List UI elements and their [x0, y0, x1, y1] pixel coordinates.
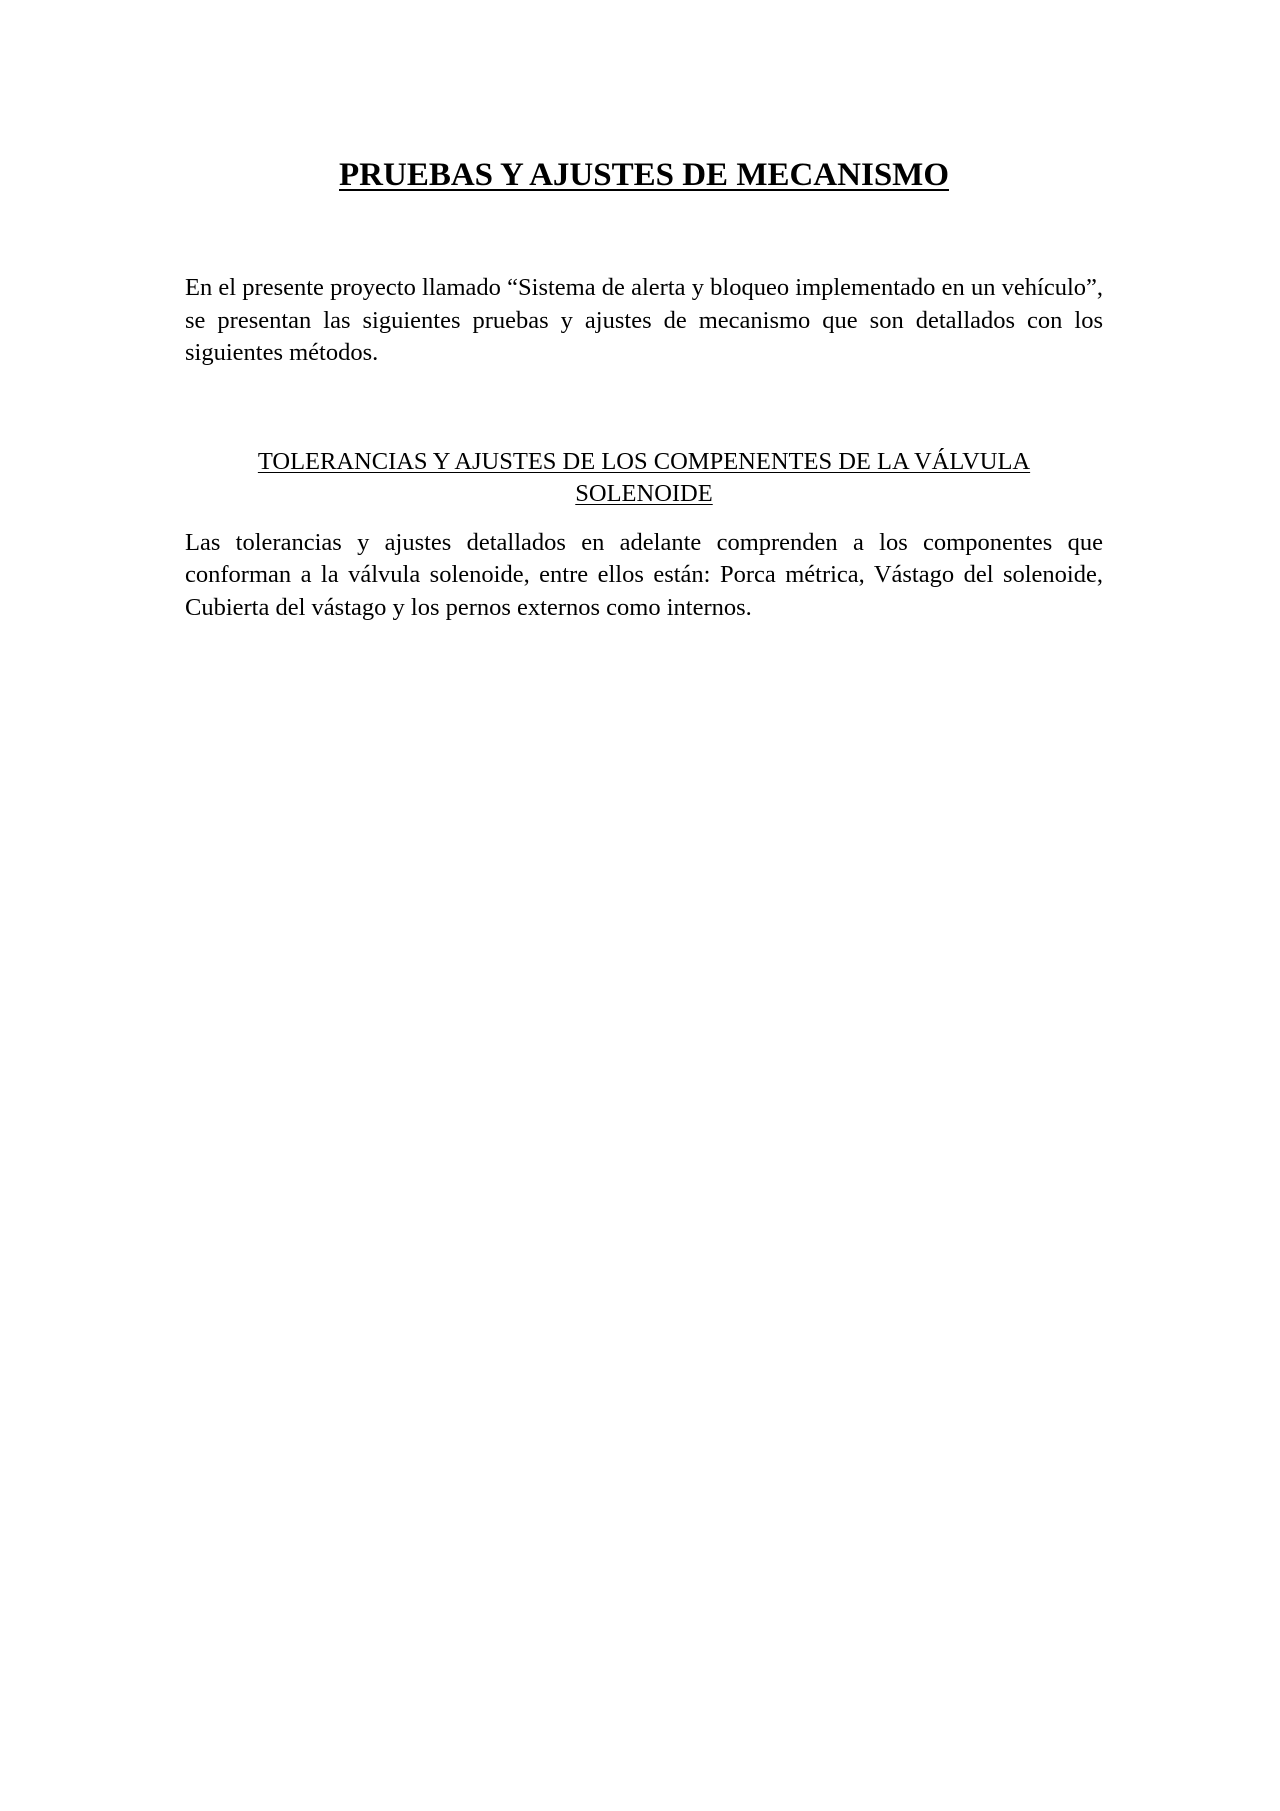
document-title: PRUEBAS Y AJUSTES DE MECANISMO	[339, 157, 949, 193]
document-body	[185, 150, 1103, 624]
intro-paragraph: En el presente proyecto llamado “Sistema de alerta y bloqueo implementado en un vehículo”, se presentan las siguientes pruebas y ajustes de mecanismo que son detallados con los siguientes métodos.	[185, 274, 1103, 366]
section-heading: TOLERANCIAS Y AJUSTES DE LOS COMPENENTES DE LA VÁLVULA SOLENOIDE	[257, 447, 1031, 507]
section-paragraph: Las tolerancias y ajustes detallados en adelante comprenden a los componentes que conforman a la válvula solenoide, entre ellos están: Porca métrica, Vástago del solenoide, Cubierta del vástago y los pernos externos como internos.	[185, 528, 1103, 621]
